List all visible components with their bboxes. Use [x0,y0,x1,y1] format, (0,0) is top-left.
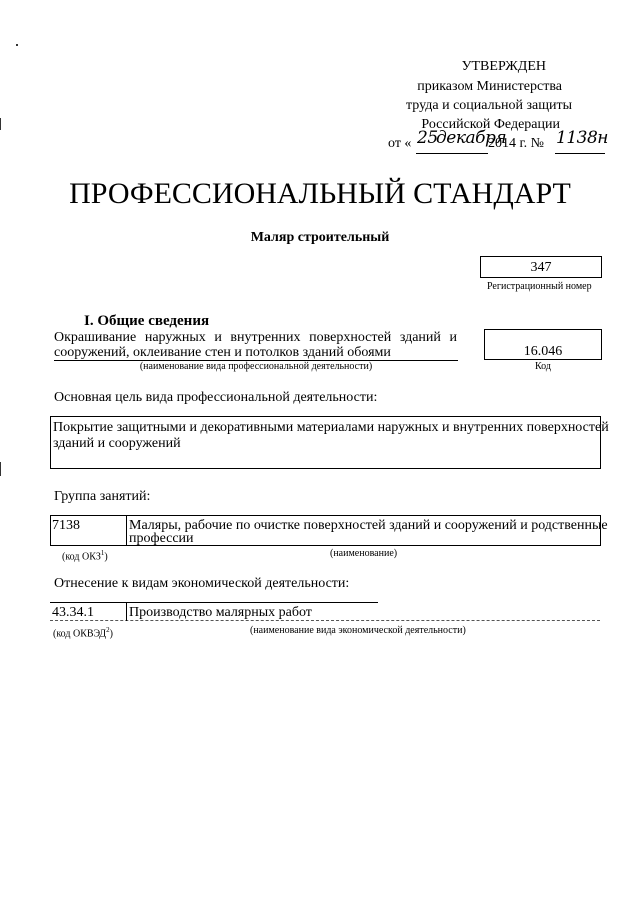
goal-text-line-1: Покрытие защитными и декоративными материалами наружных и внутренних поверхностей [53,420,609,435]
occupation-code: 7138 [52,518,80,533]
page-title: ПРОФЕССИОНАЛЬНЫЙ СТАНДАРТ [69,177,571,210]
activity-caption: (наименование вида профессиональной деятельности) [139,361,373,372]
activity-name-line-1: Окрашивание наружных и внутренних поверхностей зданий и [54,330,457,345]
okved-caption-text: (код ОКВЭД [53,628,107,640]
approval-date-line [388,135,411,152]
okved-caption-end: ) [109,628,113,640]
section-heading: I. Общие сведения [84,313,210,329]
page-subtitle: Маляр строительный [250,230,390,245]
economic-label: Отнесение к видам экономической деятельности: [54,576,350,591]
okved-code-caption [53,624,113,640]
okz-footnote-ref: 1 [100,549,105,557]
okved-footnote-ref: 2 [106,626,110,634]
economic-name-caption: (наименование вида экономической деятельности) [250,625,466,636]
handwritten-month: декабря [436,128,507,148]
economic-name: Производство малярных работ [129,605,312,620]
approval-year: 2014 г. № [488,136,545,151]
scan-mark [16,44,18,46]
occupation-name-line-2: профессии [129,531,194,546]
economic-code: 43.34.1 [52,605,94,620]
approval-line-2: приказом Министерства [417,79,562,94]
activity-code-caption: Код [535,361,551,372]
registration-number: 347 [530,260,552,275]
activity-code: 16.046 [523,344,563,359]
okz-code-caption [62,547,108,563]
economic-code-divider [126,602,127,621]
occupation-name-caption: (наименование) [330,548,398,559]
goal-text-line-2: зданий и сооружений [53,436,181,451]
approval-line-1: УТВЕРЖДЕН [461,59,546,74]
scan-mark [0,118,1,130]
date-prefix: от « [388,136,412,151]
approval-line-3: труда и социальной защиты [406,98,572,113]
approval-line-4: Российской Федерации [421,117,560,132]
registration-caption: Регистрационный номер [487,281,592,292]
okz-caption-end: ) [104,551,108,563]
activity-name-line-2: сооружений, оклеивание стен и потолков зданий обоями [54,345,391,360]
occupations-label: Группа занятий: [54,489,151,504]
registration-number-box [480,256,602,278]
scan-mark [0,462,1,476]
okz-caption-text: (код ОКЗ [62,551,101,563]
handwritten-order-number: 1138н [556,128,608,148]
number-underline [555,153,605,154]
date-underline [416,153,488,154]
occupation-name-line-1: Маляры, рабочие по очистке поверхностей зданий и сооружений и родственные [129,518,608,533]
goal-label: Основная цель вида профессиональной деятельности: [54,390,378,405]
handwritten-day: 25 [417,128,438,148]
economic-row-top-line [50,602,378,603]
